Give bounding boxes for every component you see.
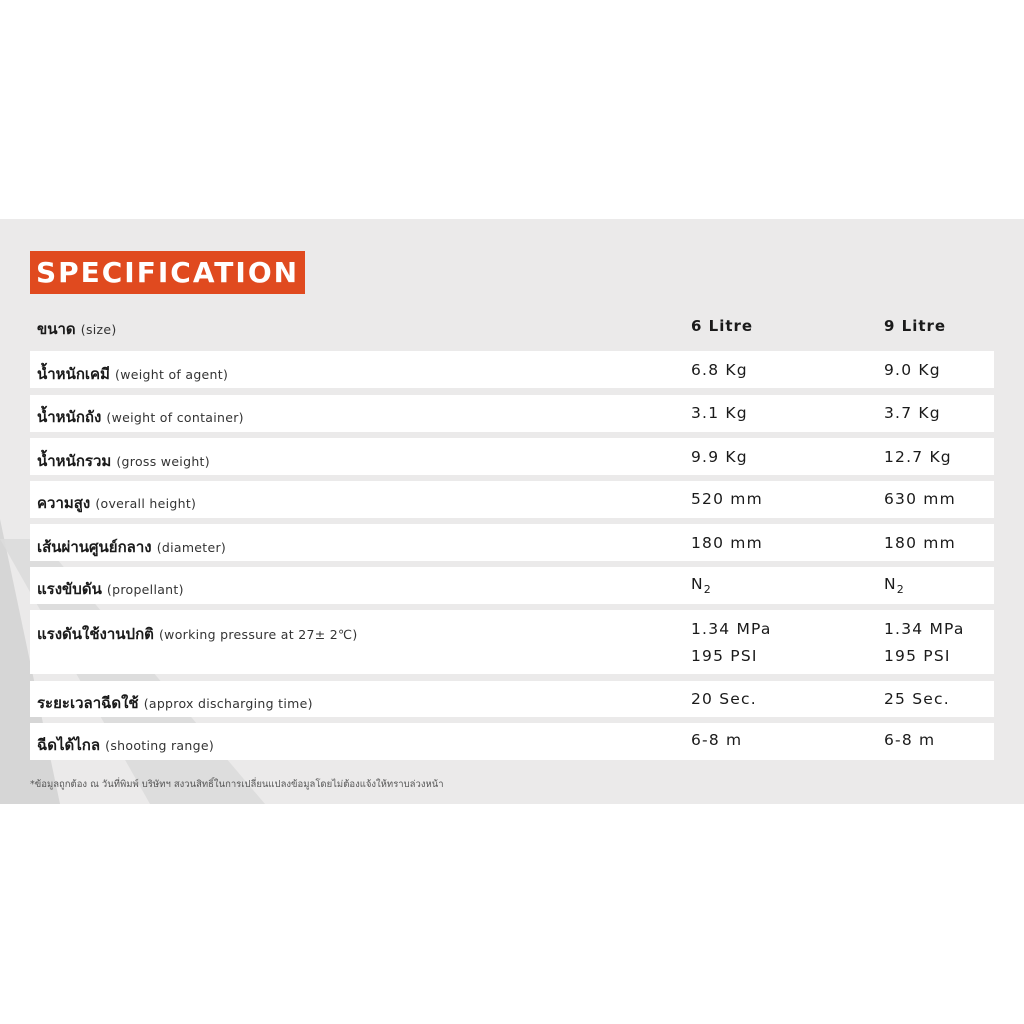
row-label-th: ความสูง [37, 494, 91, 512]
header-label-en: (size) [80, 322, 117, 337]
row-value-9l: $N_2$ [884, 575, 905, 596]
row-value-6l: 1.34 MPa 195 PSI [691, 620, 772, 665]
row-value-9l: 12.7 Kg [884, 448, 952, 466]
table-row [30, 681, 994, 717]
row-value-6l: 6.8 Kg [691, 361, 748, 379]
spec-title-badge [30, 251, 305, 294]
row-value-6l: $N_2$ [691, 575, 712, 596]
row-label-th: น้ำหนักรวม [37, 452, 112, 470]
row-value-6l: 180 mm [691, 534, 763, 552]
row-value-9l: 180 mm [884, 534, 956, 552]
table-row [30, 524, 994, 561]
row-value-6l: 20 Sec. [691, 690, 757, 708]
row-label-en: (propellant) [106, 582, 184, 597]
header-col-9l: 9 Litre [884, 317, 947, 335]
row-label-en: (gross weight) [116, 454, 210, 469]
header-label [37, 317, 117, 341]
row-label-th: แรงดันใช้งานปกติ [37, 625, 154, 643]
row-label-th: เส้นผ่านศูนย์กลาง [37, 538, 152, 556]
table-row [30, 723, 994, 760]
row-label-en: (shooting range) [105, 738, 214, 753]
table-row [30, 610, 994, 674]
row-value-6l: 3.1 Kg [691, 404, 748, 422]
row-label-th: ระยะเวลาฉีดใช้ [37, 694, 139, 712]
row-value-9l: 6-8 m [884, 731, 936, 749]
table-row [30, 351, 994, 388]
spec-title: SPECIFICATION [35, 256, 300, 289]
row-label-en: (diameter) [156, 540, 227, 555]
row-label-th: แรงขับดัน [37, 580, 102, 598]
spec-panel [0, 219, 1024, 804]
row-value-9l: 1.34 MPa 195 PSI [884, 620, 965, 665]
footnote: *ข้อมูลถูกต้อง ณ วันที่พิมพ์ บริษัทฯ สงวนสิทธิ์ในการเปลี่ยนแปลงข้อมูลโดยไม่ต้องแจ้งให้ทราบล่วงหน้า [30, 779, 444, 790]
row-value-6l: 9.9 Kg [691, 448, 748, 466]
header-label-th: ขนาด [37, 320, 76, 338]
row-value-6l: 520 mm [691, 490, 763, 508]
table-row [30, 481, 994, 518]
row-label-en: (weight of agent) [115, 367, 229, 382]
table-row [30, 395, 994, 432]
row-value-6l: 6-8 m [691, 731, 743, 749]
row-value-9l: 3.7 Kg [884, 404, 941, 422]
row-label-en: (approx discharging time) [143, 696, 313, 711]
row-label-en: (working pressure at 27± 2℃) [159, 627, 358, 642]
row-value-9l: 9.0 Kg [884, 361, 941, 379]
row-label-th: น้ำหนักถัง [37, 408, 102, 426]
row-label-en: (weight of container) [106, 410, 244, 425]
row-value-9l: 630 mm [884, 490, 956, 508]
header-col-6l: 6 Litre [691, 317, 754, 335]
row-label-th: ฉีดได้ไกล [37, 736, 101, 754]
row-value-9l: 25 Sec. [884, 690, 950, 708]
header-row [30, 317, 994, 337]
table-row [30, 567, 994, 604]
row-label-th: น้ำหนักเคมี [37, 365, 110, 383]
table-row [30, 438, 994, 475]
row-label-en: (overall height) [95, 496, 197, 511]
